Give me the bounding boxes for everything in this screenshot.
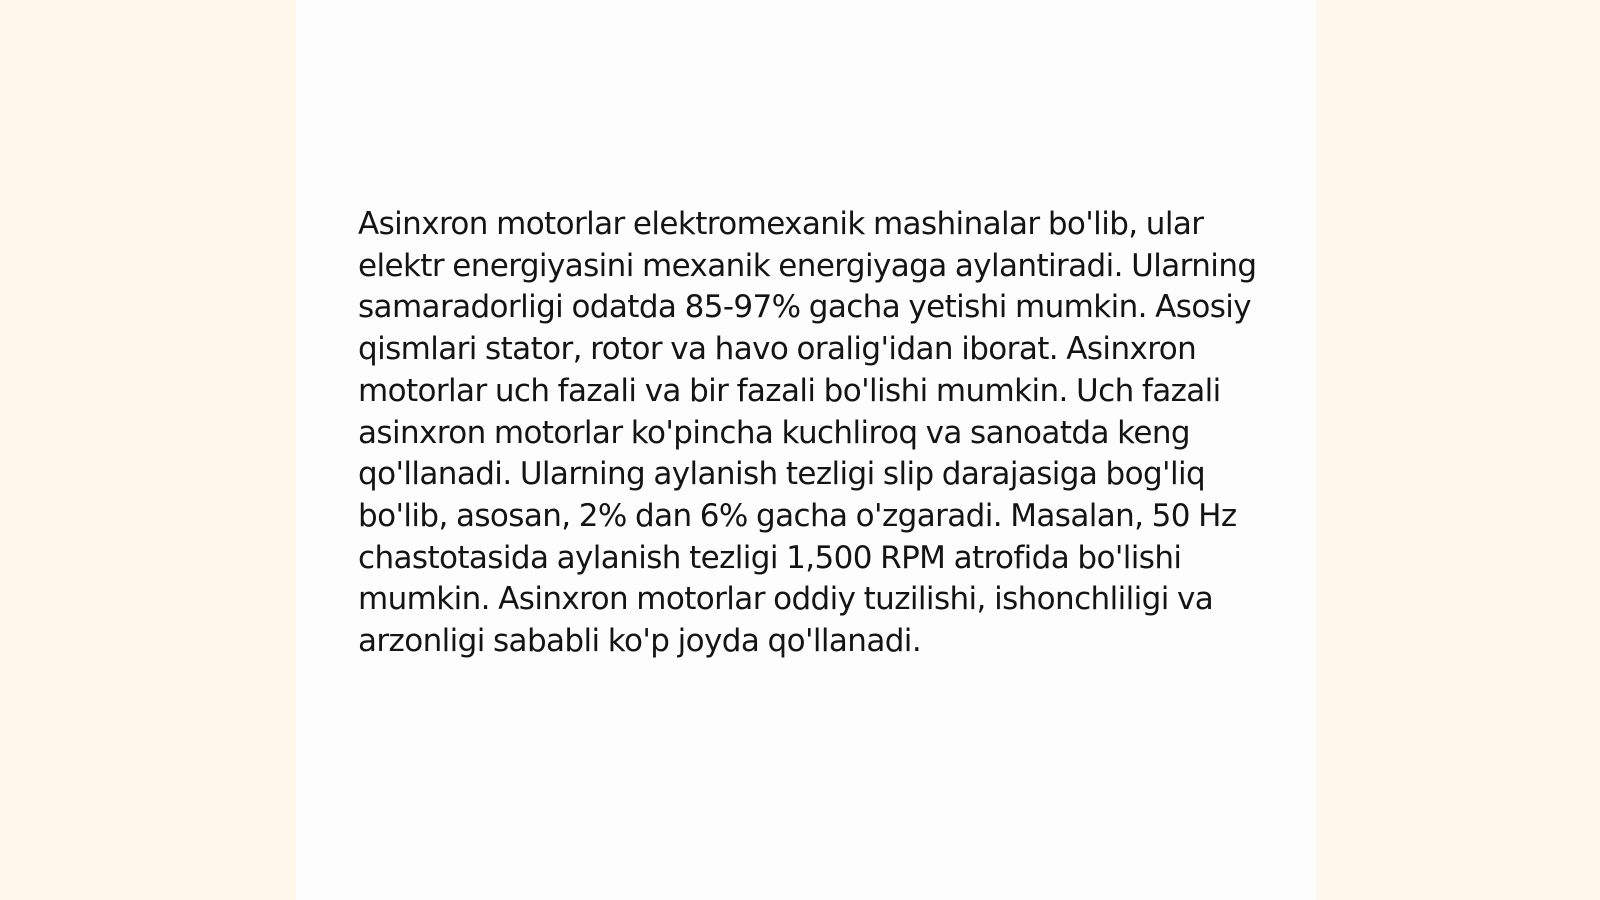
document-page <box>296 0 1316 900</box>
body-paragraph: Asinxron motorlar elektromexanik mashinalar bo'lib, ular elektr energiyasini mexanik energiyaga aylantiradi. Ularning samaradorligi odatda 85-97% gacha yetishi mumkin. Asosiy qismlari stator, rotor va havo oralig'idan iborat. Asinxron motorlar uch fazali va bir fazali bo'lishi mumkin. Uch fazali asinxron motorlar ko'pincha kuchliroq va sanoatda keng qo'llanadi. Ularning aylanish tezligi slip darajasiga bog'liq bo'lib, asosan, 2% dan 6% gacha o'zgaradi. Masalan, 50 Hz chastotasida aylanish tezligi 1,500 RPM atrofida bo'lishi mumkin. Asinxron motorlar oddiy tuzilishi, ishonchliligi va arzonligi sababli ko'p joyda qo'llanadi. <box>358 206 1257 660</box>
